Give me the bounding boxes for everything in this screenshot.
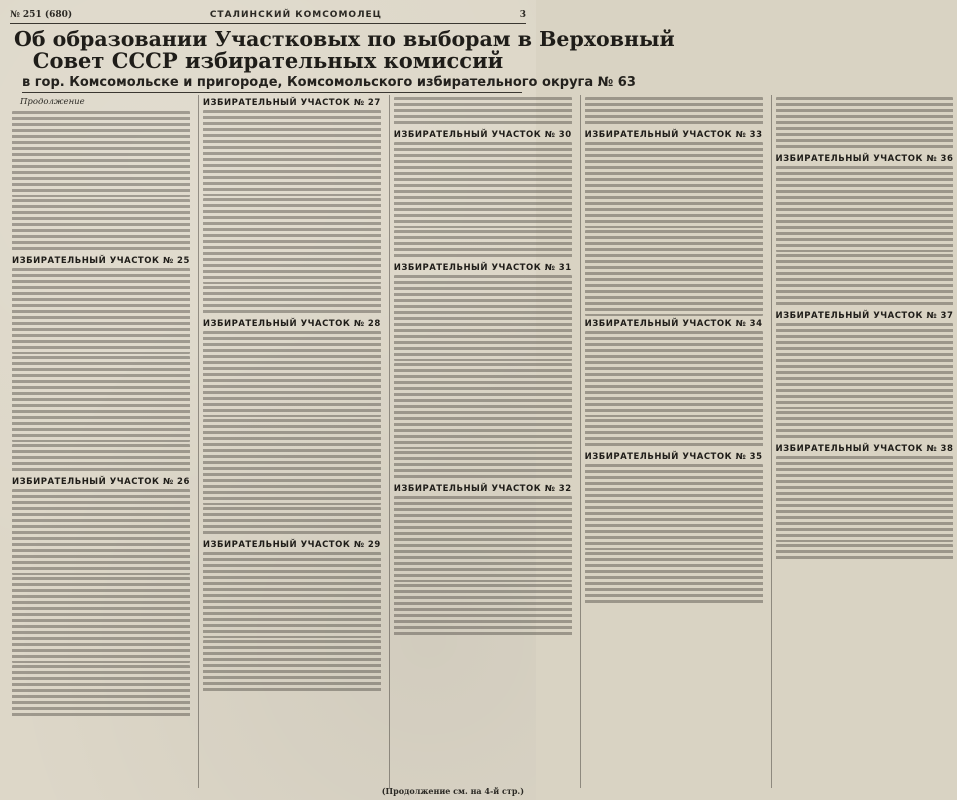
column-2 [198, 95, 385, 788]
text-block [394, 230, 572, 260]
column-3 [389, 95, 576, 788]
article-columns [8, 95, 954, 788]
text-block [12, 665, 190, 719]
text-block [394, 97, 572, 127]
subheading: в гор. Комсомольске и пригороде, Комсомольского избирательного округа № 63 [22, 75, 522, 93]
headline [14, 27, 675, 73]
section-heading: ИЗБИРАТЕЛЬНЫЙ УЧАСТОК № 28 [202, 319, 381, 329]
text-block [12, 111, 190, 197]
text-block [776, 544, 954, 562]
masthead [10, 6, 526, 24]
text-block [776, 411, 954, 441]
section-heading: ИЗБИРАТЕЛЬНЫЙ УЧАСТОК № 35 [584, 452, 763, 462]
text-block [776, 97, 954, 151]
section-heading: ИЗБИРАТЕЛЬНЫЙ УЧАСТОК № 34 [584, 319, 763, 329]
text-block [203, 640, 381, 694]
text-block [585, 331, 763, 417]
text-block [776, 166, 954, 252]
section-heading: ИЗБИРАТЕЛЬНЫЙ УЧАСТОК № 36 [775, 154, 954, 164]
issue-number: № 251 (680) [10, 9, 73, 20]
section-heading: ИЗБИРАТЕЛЬНЫЙ УЧАСТОК № 30 [393, 130, 572, 140]
text-block [776, 456, 954, 542]
text-block [203, 286, 381, 316]
text-block [585, 419, 763, 449]
text-block [203, 331, 381, 417]
text-block [585, 230, 763, 316]
section-heading: ИЗБИРАТЕЛЬНЫЙ УЧАСТОК № 32 [393, 484, 572, 494]
text-block [12, 199, 190, 253]
text-block [12, 577, 190, 663]
headline-line-1: Об образовании Участковых по выборам в Верховный [14, 27, 675, 51]
section-heading: ИЗБИРАТЕЛЬНЫЙ УЧАСТОК № 29 [202, 540, 381, 550]
text-block [394, 142, 572, 228]
text-block [203, 198, 381, 284]
text-block [12, 268, 190, 354]
section-heading: ИЗБИРАТЕЛЬНЫЙ УЧАСТОК № 25 [12, 256, 190, 266]
text-block [394, 363, 572, 449]
headline-line-2: Совет СССР избирательных комиссий [32, 48, 504, 73]
column-4 [580, 95, 767, 788]
text-block [394, 496, 572, 582]
text-block [585, 142, 763, 228]
section-heading: ИЗБИРАТЕЛЬНЫЙ УЧАСТОК № 26 [12, 477, 190, 487]
section-heading: ИЗБИРАТЕЛЬНЫЙ УЧАСТОК № 37 [775, 311, 954, 321]
text-block [394, 584, 572, 638]
text-block [585, 552, 763, 606]
text-block [585, 464, 763, 550]
text-block [394, 275, 572, 361]
section-heading: ИЗБИРАТЕЛЬНЫЙ УЧАСТОК № 33 [584, 130, 763, 140]
text-block [12, 489, 190, 575]
text-block [776, 323, 954, 409]
text-block [203, 552, 381, 638]
text-block [203, 507, 381, 537]
text-block [585, 97, 763, 127]
text-block [203, 419, 381, 505]
text-block [394, 451, 572, 481]
continuation-footer: (Продолжение см. на 4-й стр.) [381, 786, 524, 796]
section-heading: ИЗБИРАТЕЛЬНЫЙ УЧАСТОК № 38 [775, 444, 954, 454]
section-heading: ИЗБИРАТЕЛЬНЫЙ УЧАСТОК № 27 [202, 98, 381, 108]
text-block [203, 110, 381, 196]
page-number: 3 [519, 9, 526, 20]
section-heading: ИЗБИРАТЕЛЬНЫЙ УЧАСТОК № 31 [393, 263, 572, 273]
text-block [776, 254, 954, 308]
paper-name: СТАЛИНСКИЙ КОМСОМОЛЕЦ [209, 9, 383, 20]
column-1 [8, 95, 194, 788]
column-5 [771, 95, 957, 788]
text-block [12, 444, 190, 474]
text-block [12, 356, 190, 442]
continuation-label: Продолжение [20, 97, 85, 107]
